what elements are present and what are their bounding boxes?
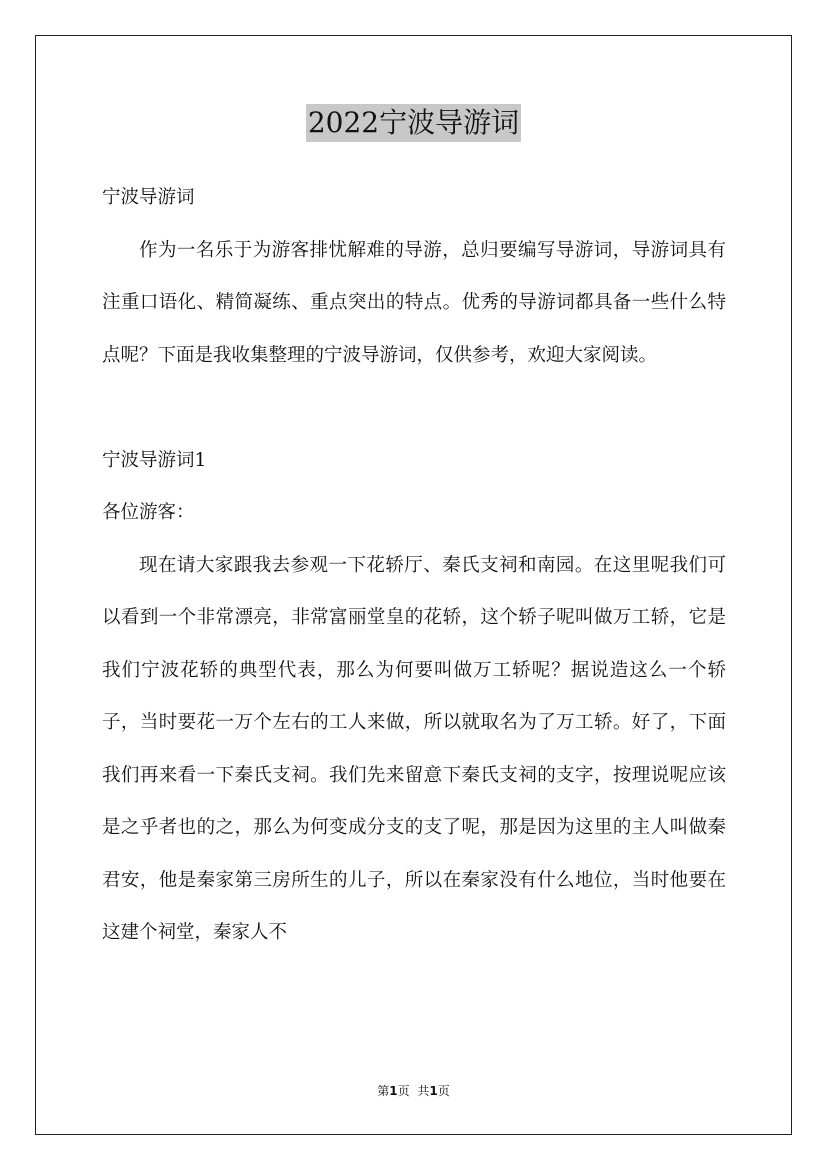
page-suffix: 页 [397, 1084, 410, 1098]
total-suffix: 页 [437, 1084, 450, 1098]
page-footer [0, 1083, 827, 1099]
greeting: 各位游客： [102, 502, 195, 523]
total-number: 1 [429, 1084, 438, 1098]
total-prefix: 共 [417, 1084, 430, 1098]
document-subtitle: 宁波导游词 [102, 187, 195, 208]
section-heading: 宁波导游词1 [102, 449, 207, 471]
paragraph-spacer [102, 382, 726, 435]
body-paragraph: 现在请大家跟我去参观一下花轿厅、秦氏支祠和南园。在这里呢我们可以看到一个非常漂亮，非常富丽堂皇的花轿，这个轿子呢叫做万工轿，它是我们宁波花轿的典型代表，那么为何要叫做万工轿呢？据说造这么一个轿子，当时要花一万个左右的工人来做，所以就取名为了万工轿。好了，下面我们再来看一下秦氏支祠。我们先来留意下秦氏支祠的支字，按理说呢应该是之乎者也的之，那么为何变成分支的支了呢，那是因为这里的主人叫做秦君安，他是秦家第三房所生的儿子，所以在秦家没有什么地位，当时他要在这建个祠堂，秦家人不 [102, 554, 726, 943]
title-container [0, 104, 827, 142]
page-prefix: 第 [377, 1084, 390, 1098]
intro-paragraph: 作为一名乐于为游客排忧解难的导游，总归要编写导游词，导游词具有注重口语化、精简凝练、重点突出的特点。优秀的导游词都具备一些什么特点呢？下面是我收集整理的宁波导游词，仅供参考，欢迎大家阅读。 [102, 239, 726, 366]
page-number: 1 [389, 1084, 398, 1098]
document-body [102, 172, 726, 960]
document-title: 2022宁波导游词 [306, 104, 521, 142]
